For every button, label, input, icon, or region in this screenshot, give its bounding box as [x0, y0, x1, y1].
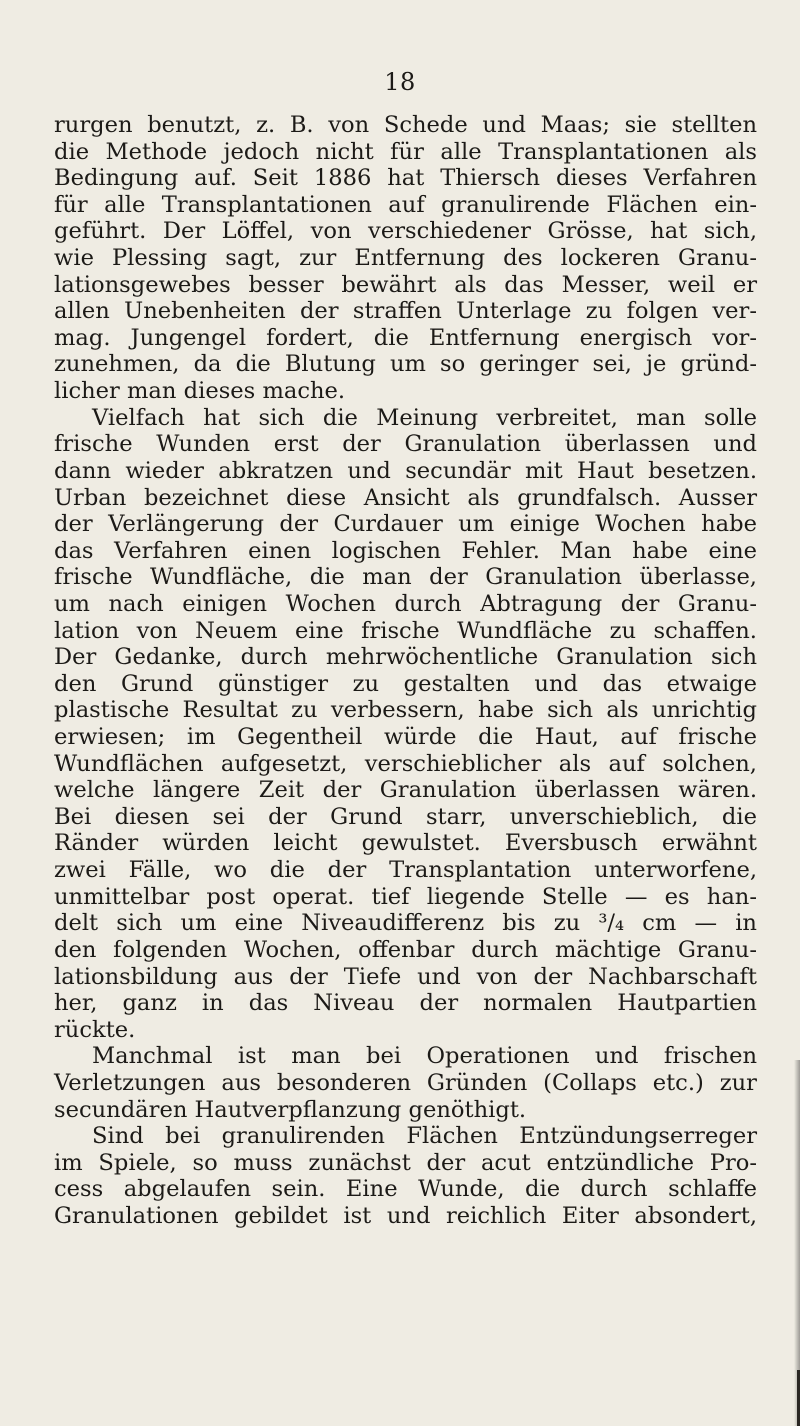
text-line: zwei Fälle, wo die der Transplantation unterworfene, — [54, 857, 757, 884]
text-line: Der Gedanke, durch mehrwöchentliche Granulation sich — [54, 644, 757, 671]
text-line: frische Wunden erst der Granulation überlassen und — [54, 431, 757, 458]
text-line: Bedingung auf. Seit 1886 hat Thiersch dieses Verfahren — [54, 165, 757, 192]
text-line: wie Plessing sagt, zur Entfernung des lockeren Granu- — [54, 245, 757, 272]
text-line: her, ganz in das Niveau der normalen Hautpartien — [54, 990, 757, 1017]
text-line: die Methode jedoch nicht für alle Transplantationen als — [54, 138, 757, 165]
text-line: secundären Hautverpflanzung genöthigt. — [54, 1096, 527, 1123]
text-line: plastische Resultat zu verbessern, habe sich als unrichtig — [54, 697, 757, 724]
text-line: im Spiele, so muss zunächst der acut entzündliche Pro- — [54, 1149, 757, 1176]
text-line: Vielfach hat sich die Meinung verbreitet, man solle — [92, 404, 757, 431]
text-line: Verletzungen aus besonderen Gründen (Collaps etc.) zur — [54, 1069, 757, 1096]
text-line: frische Wundfläche, die man der Granulation überlasse, — [54, 564, 757, 591]
text-line: Sind bei granulirenden Flächen Entzündungserreger — [92, 1123, 757, 1150]
text-line: geführt. Der Löffel, von verschiedener Grösse, hat sich, — [54, 218, 757, 245]
text-line: um nach einigen Wochen durch Abtragung der Granu- — [54, 590, 757, 617]
paragraph — [54, 1043, 757, 1123]
text-line: den Grund günstiger zu gestalten und das etwaige — [54, 670, 757, 697]
text-line: Bei diesen sei der Grund starr, unverschieblich, die — [54, 803, 757, 830]
text-line: lationsgewebes besser bewährt als das Messer, weil er — [54, 271, 757, 298]
paragraph — [54, 405, 757, 1044]
text-line: rückte. — [54, 1016, 136, 1043]
text-line: dann wieder abkratzen und secundär mit Haut besetzen. — [54, 457, 757, 484]
text-line: Wundflächen aufgesetzt, verschieblicher als auf solchen, — [54, 750, 757, 777]
text-line: der Verlängerung der Curdauer um einige Wochen habe — [54, 511, 757, 538]
text-line: unmittelbar post operat. tief liegende Stelle — es han- — [54, 883, 757, 910]
text-line: zunehmen, da die Blutung um so geringer sei, je gründ- — [54, 351, 757, 378]
text-line: das Verfahren einen logischen Fehler. Man habe eine — [54, 537, 757, 564]
text-line: cess abgelaufen sein. Eine Wunde, die durch schlaffe — [54, 1176, 757, 1203]
text-line: Manchmal ist man bei Operationen und frischen — [92, 1043, 757, 1070]
text-line: für alle Transplantationen auf granulirende Flächen ein- — [54, 191, 757, 218]
text-line: welche längere Zeit der Granulation überlassen wären. — [54, 777, 757, 804]
paragraph — [54, 112, 757, 405]
text-line: erwiesen; im Gegentheil würde die Haut, auf frische — [54, 724, 757, 751]
text-line: delt sich um eine Niveaudifferenz bis zu ³/₄ cm — in — [54, 910, 757, 937]
text-line: Ränder würden leicht gewulstet. Eversbusch erwähnt — [54, 830, 757, 857]
text-line: den folgenden Wochen, offenbar durch mächtige Granu- — [54, 936, 757, 963]
text-line: allen Unebenheiten der straffen Unterlage zu folgen ver- — [54, 298, 757, 325]
text-line: lationsbildung aus der Tiefe und von der Nachbarschaft — [54, 963, 757, 990]
text-line: rurgen benutzt, z. B. von Schede und Maas; sie stellten — [54, 112, 757, 138]
text-line: licher man dieses mache. — [54, 378, 346, 405]
text-line: mag. Jungengel fordert, die Entfernung energisch vor- — [54, 324, 757, 351]
body-text — [54, 112, 757, 1230]
text-line: Granulationen gebildet ist und reichlich Eiter absondert, — [54, 1202, 757, 1229]
paragraph — [54, 1123, 757, 1229]
text-line: Urban bezeichnet diese Ansicht als grundfalsch. Ausser — [54, 484, 757, 511]
text-line: lation von Neuem eine frische Wundfläche zu schaffen. — [54, 617, 757, 644]
page-number: 18 — [384, 68, 416, 96]
